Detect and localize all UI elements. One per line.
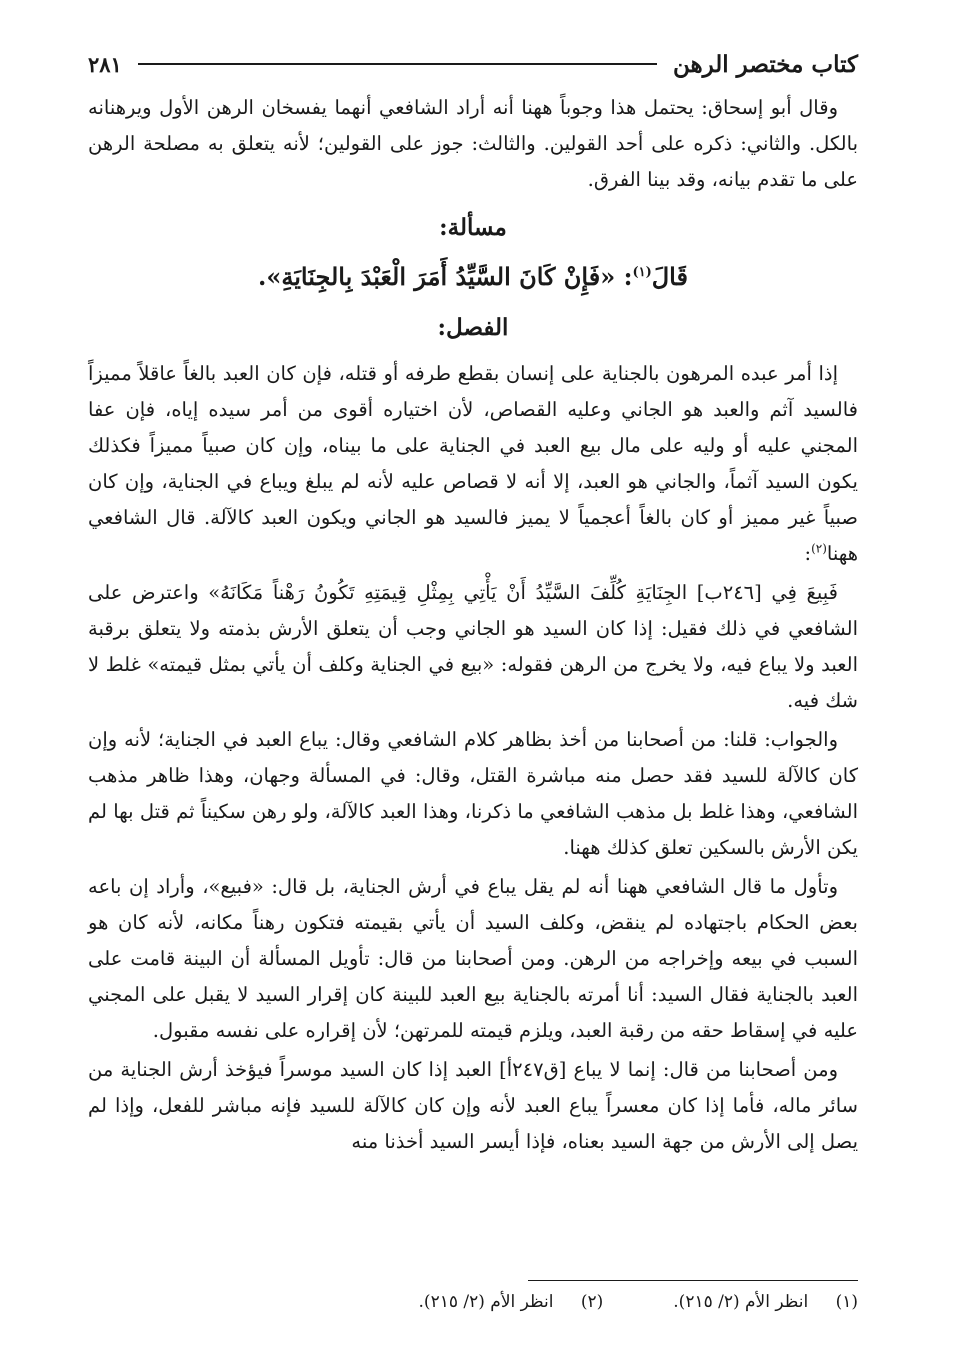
- footnote-1-text: انظر الأم (٢/ ٢١٥).: [673, 1292, 809, 1312]
- paragraph-quote-fabi: [88, 575, 858, 719]
- page-header: [88, 44, 858, 84]
- footnote-2: [419, 1292, 604, 1312]
- footnotes: [88, 1292, 858, 1312]
- page-body: [88, 90, 858, 1163]
- footnote-ref-2: (٢): [811, 541, 827, 556]
- paragraph-amr-abdihi-text: إذا أمر عبده المرهون بالجناية على إنسان بقطع طرفه أو قتله، فإن كان العبد بالغاً عاقلاً مميزاً فالسيد آثم والعبد هو الجاني وعليه القصاص، لأن اختياره أقوى من أمر سيده إياه، فإن عفا المجني عليه أو وليه على مال بيع العبد في الجناية على ما بيناه، وإن كان صبياً مميزاً فكذلك يكون السيد آثماً، والجاني هو العبد، إلا أنه لا قصاص عليه لأنه لم يبلغ ويباع في الجناية، وإن كان صبياً غير مميز أو كان بالغاً أعجمياً لا يميز فالسيد هو الجاني ويكون العبد كالآلة. قال الشافعي ههنا: [88, 362, 858, 565]
- footnote-2-text: انظر الأم (٢/ ٢١٥).: [418, 1292, 554, 1312]
- matn-quote: [88, 256, 858, 298]
- paragraph-innama: ومن أصحابنا من قال: إنما لا يباع [ق٢٤٧أ] العبد إذا كان السيد موسراً فيؤخذ أرش الجناية من سائر ماله، فأما إذا كان معسراً يباع العبد لأنه وإن كان كالآلة للسيد فإنه مباشر للفعل، وإذا لم يصل إلى الأرش من جهة السيد بعناه، فإذا أيسر السيد أخذنا منه: [88, 1058, 858, 1153]
- paragraph-iitarada: واعترض على الشافعي في ذلك فقيل: إذا كان السيد هو الجاني وجب أن يتعلق الأرش بذمته ولا يتعلق برقبة العبد ولا يباع فيه، ولا يخرج من الرهن فقوله: «بيع في الجناية وكلف أن يأتي بمثل قيمته» غلط لا شك فيه.: [88, 581, 858, 712]
- footnote-separator: [528, 1280, 858, 1281]
- paragraph-abu-ishaq: وقال أبو إسحاق: يحتمل هذا وجوباً ههنا أنه أراد الشافعي أنهما يفسخان الرهن الأول ويرهنانه بالكل. والثاني: ذكره على أحد القولين. والثالث: جوز على القولين؛ لأنه يتعلق به مصلحة الرهن على ما تقدم بيانه، وقد بينا الفرق.: [88, 96, 858, 191]
- quote-text: : «فَإِنْ كَانَ السَّيِّدُ أَمَرَ الْعَبْدَ بِالجِنَايَةِ».: [258, 262, 633, 291]
- matn-quote-fabi: فَبِيعَ فِي [٢٤٦ب] الجِنَايَةِ كُلِّفَ السَّيِّدُ أَنْ يَأْتِي بِمِثْلِ قِيمَتِهِ تَكُونُ رَهْناً مَكَانَهُ»: [208, 581, 838, 604]
- footnote-ref-1: (١): [632, 265, 652, 280]
- paragraph-amr-abdihi: [88, 356, 858, 572]
- paragraph-taawwul: وتأول ما قال الشافعي ههنا أنه لم يقل يباع في أرش الجناية، بل قال: «فبيع»، وأراد إن باعه بعض الحكام باجتهاده لم ينقض، وكلف السيد أن يأتي بقيمته فتكون رهناً مكانه، لأنه كان هو السبب في بيعه وإخراجه من الرهن. ومن أصحابنا من قال: تأويل المسألة أن البينة قامت على العبد بالجناية فقال السيد: أنا أمرته بالجناية بيع العبد للبينة كان إقرار السيد لا يقبل على المجني عليه في إسقاط حقه من رقبة العبد، ويلزم قيمته للمرتهن؛ لأن إقراره على نفسه مقبول.: [88, 875, 858, 1042]
- book-title: كتاب مختصر الرهن: [672, 50, 858, 78]
- header-rule: [138, 63, 657, 65]
- footnote-1: [673, 1292, 858, 1312]
- page-number: ٢٨١: [88, 51, 122, 77]
- footnote-1-number: (١): [835, 1292, 858, 1312]
- heading-fasl: الفصل:: [437, 314, 509, 341]
- paragraph-jawab: والجواب: قلنا: من أصحابنا من أخذ بظاهر كلام الشافعي وقال: يباع العبد في الجناية؛ لأنه وإن كان كالآلة للسيد فقد حصل منه مباشرة القتل، وقال: في المسألة وجهان، وهذا ظاهر مذهب الشافعي، وهذا غلط بل مذهب الشافعي ما ذكرنا، وهذا العبد كالآلة، ولو رهن سكيناً ثم قتل بها لم يكن الأرش بالسكين تعلق كذلك ههنا.: [88, 728, 858, 859]
- heading-masala: مسألة:: [439, 214, 507, 241]
- footnote-2-number: (٢): [580, 1292, 604, 1312]
- paragraph-colon: :: [804, 542, 812, 565]
- quote-label: قَالَ: [651, 262, 688, 291]
